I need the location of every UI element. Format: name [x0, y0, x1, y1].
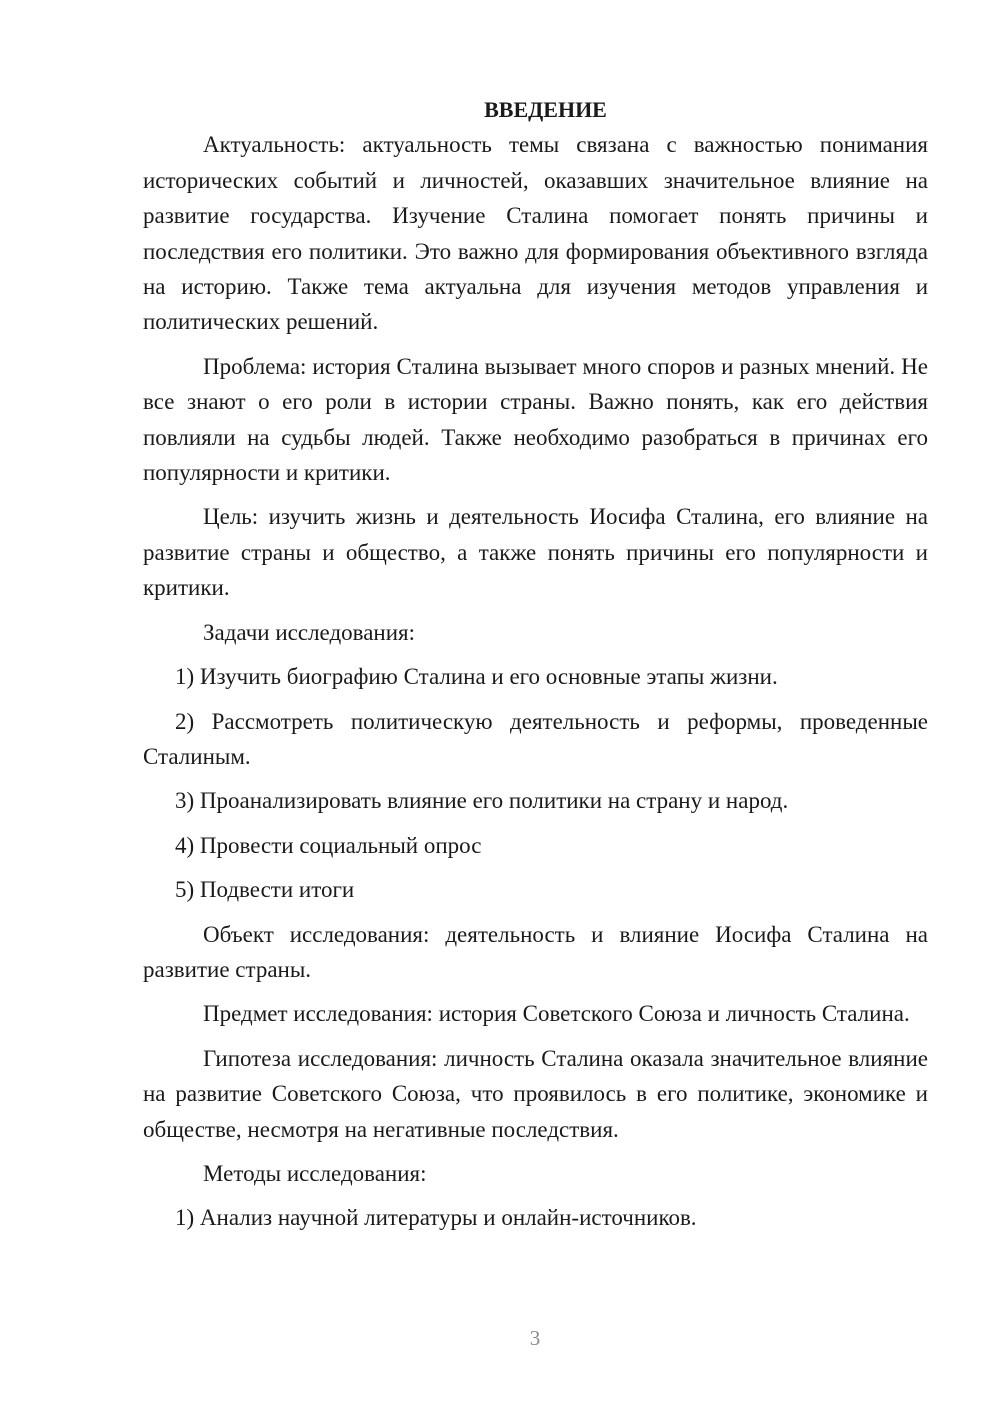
tasks-heading: Задачи исследования:	[203, 619, 416, 645]
task-item: 1) Изучить биографию Сталина и его основные этапы жизни.	[175, 664, 778, 690]
task-item: 5) Подвести итоги	[175, 877, 355, 903]
task-item: 3) Проанализировать влияние его политики на страну и народ.	[175, 788, 789, 814]
hypothesis-paragraph: Гипотеза исследования: личность Сталина оказала значительное влияние на развитие Советского Союза, что проявилось в его политике, экономике и обществе, несмотря на негативные последствия.	[143, 1045, 928, 1142]
method-item: 1) Анализ научной литературы и онлайн-источников.	[175, 1205, 697, 1231]
subject-paragraph: Предмет исследования: история Советского Союза и личность Сталина.	[203, 1001, 910, 1027]
methods-heading: Методы исследования:	[203, 1160, 427, 1186]
task-item: 4) Провести социальный опрос	[175, 832, 482, 858]
object-paragraph: Объект исследования: деятельность и влияние Иосифа Сталина на развитие страны.	[143, 921, 928, 982]
page-title: ВВЕДЕНИЕ	[484, 97, 607, 122]
relevance-paragraph: Актуальность: актуальность темы связана с важностью понимания исторических событий и личностей, оказавших значительное влияние на развитие государства. Изучение Сталина помогает понять причины и последствия его политики. Это важно для формирования объективного взгляда на историю. Также тема актуальна для изучения методов управления и политических решений.	[143, 132, 928, 335]
page-number: 3	[529, 1326, 541, 1350]
task-item: 2) Рассмотреть политическую деятельность и реформы, проведенные Сталиным.	[143, 708, 928, 769]
goal-paragraph: Цель: изучить жизнь и деятельность Иосифа Сталина, его влияние на развитие страны и общество, а также понять причины его популярности и критики.	[143, 504, 928, 601]
problem-paragraph: Проблема: история Сталина вызывает много споров и разных мнений. Не все знают о его роли в истории страны. Важно понять, как его действия повлияли на судьбы людей. Также необходимо разобраться в причинах его популярности и критики.	[143, 353, 928, 486]
document-page	[143, 92, 928, 1245]
